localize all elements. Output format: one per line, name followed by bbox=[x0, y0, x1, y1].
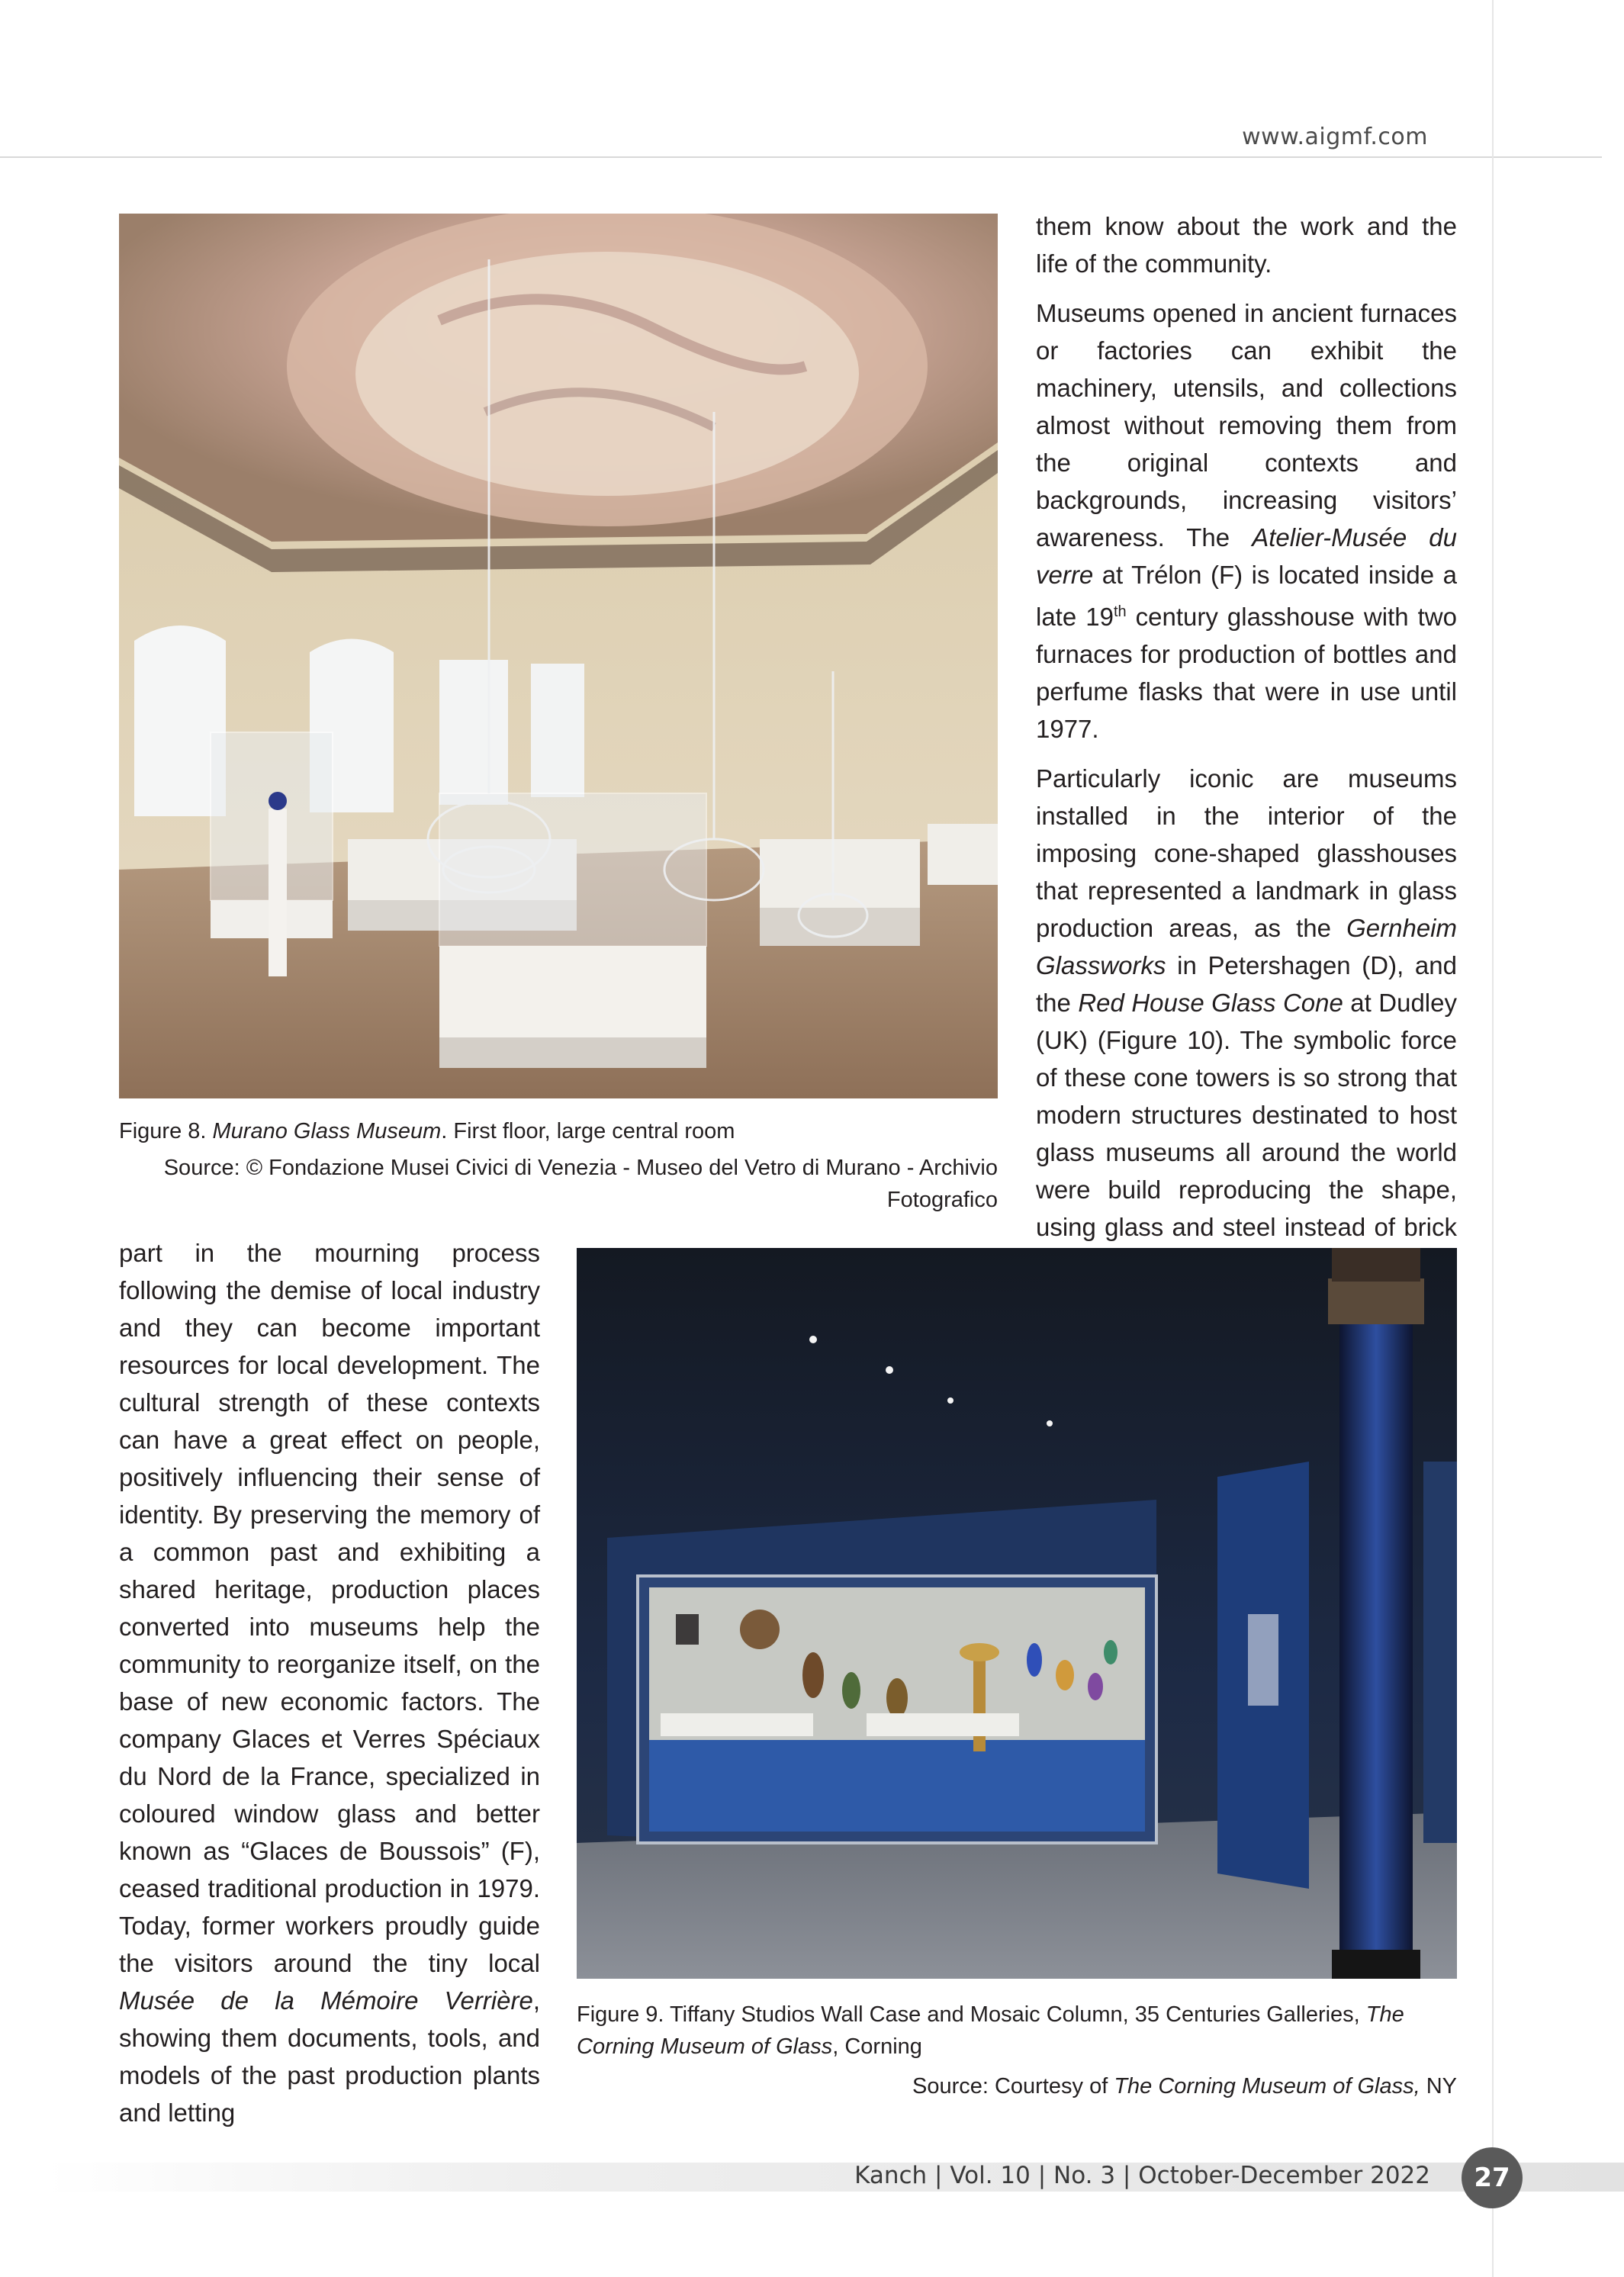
page-number: 27 bbox=[1462, 2147, 1523, 2208]
figure-8-photo bbox=[119, 214, 998, 1098]
figure-9-photo bbox=[577, 1248, 1457, 1979]
right-column-text bbox=[1036, 207, 1457, 1241]
paragraph: them know about the work and the life of the community. bbox=[1036, 212, 1457, 278]
header-rule bbox=[0, 156, 1602, 158]
margin-rule bbox=[1492, 0, 1494, 2277]
paragraph: Museums opened in ancient furnaces or factories can exhibit the machinery, utensils, and collections almost without removing them from the original contexts and backgrounds, increasing visitors’ awareness. The Atelier-Musée du verre at Trélon (F) is located inside a late 19th century glasshouse with two furnaces for production of bottles and perfume flasks that were in use until 1977. bbox=[1036, 299, 1457, 743]
journal-citation: Kanch | Vol. 10 | No. 3 | October-December 2022 bbox=[854, 2162, 1430, 2189]
figure-8-source: Source: © Fondazione Musei Civici di Venezia - Museo del Vetro di Murano - Archivio Fotografico bbox=[163, 1156, 998, 1212]
figure-9-source: Source: Courtesy of The Corning Museum of Glass, NY bbox=[912, 2074, 1457, 2099]
paragraph: part in the mourning process following the demise of local industry and they can become important resources for local development. The cultural strength of these contexts can have a great effect on people, positively influencing their sense of identity. By preserving the memory of a common past and exhibiting a shared heritage, production places converted into museums help the community to reorganize itself, on the base of new economic factors. The company Glaces et Verres Spéciaux du Nord de la France, specialized in coloured window glass and better known as “Glaces de Boussois” (F), ceased traditional production in 1979. Today, former workers proudly guide the visitors around the tiny local Musée de la Mémoire Verrière, showing them documents, tools, and models of the past production plants and letting bbox=[119, 1239, 540, 2127]
figure-8-caption: Figure 8. Murano Glass Museum. First floor, large central room bbox=[119, 1119, 735, 1143]
figure-9-caption: Figure 9. Tiffany Studios Wall Case and Mosaic Column, 35 Centuries Galleries, The Corning Museum of Glass, Corning bbox=[577, 2002, 1404, 2059]
paragraph: Particularly iconic are museums installed in the interior of the imposing cone-shaped glasshouses that represented a landmark in glass production areas, as the Gernheim Glassworks in Petershagen (D), and the Red House Glass Cone at Dudley (UK) (Figure 10). The symbolic force of these cone towers is so strong that modern structures destinated to host glass museums all around the world were build reproducing the shape, using glass and steel instead of brick bbox=[1036, 764, 1457, 1241]
left-column-text bbox=[119, 1234, 540, 2127]
site-url: www.aigmf.com bbox=[1242, 124, 1428, 150]
